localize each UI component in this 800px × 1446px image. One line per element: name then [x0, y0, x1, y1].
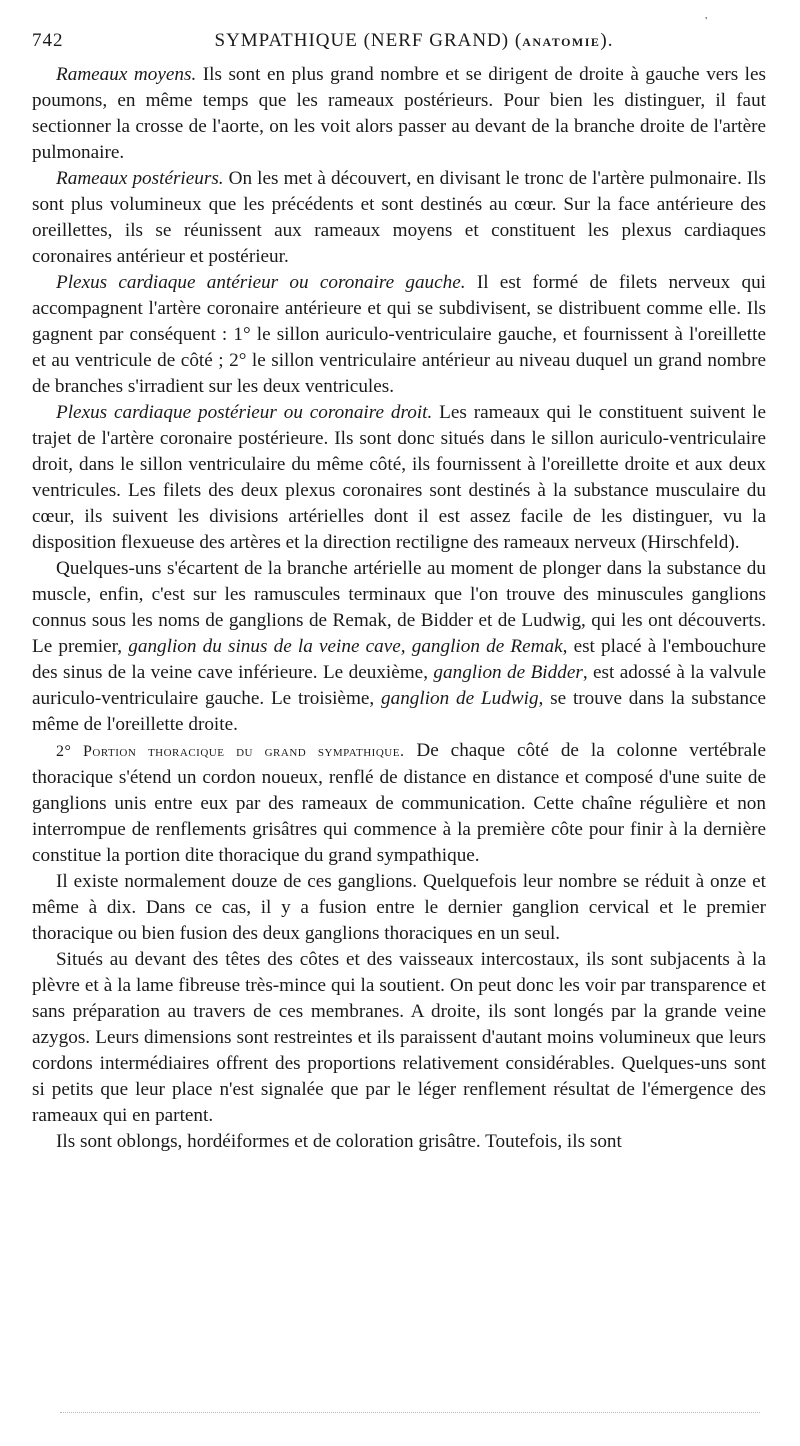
paragraph-plexus-posterieur [32, 400, 766, 556]
paragraph-forme-ganglions [32, 1129, 766, 1155]
paragraph-text: Quelques-uns s'écartent de la branche artérielle au moment de plonger dans la substance du muscle, enfin, c'est sur les ramuscules terminaux que l'on trouve des minuscules ganglions connus sous les noms de ganglions de Remak, de Bidder et de Ludwig, qui les ont découverts. Le premier, [32, 558, 766, 657]
paragraph-text: , se trouve dans la substance même de l'oreillette droite. [32, 688, 766, 735]
paragraph-text: Il est formé de filets nerveux qui accompagnent l'artère coronaire antérieure et qui se subdivisent, se distribuent comme elle. Ils gagnent par conséquent : 1° le sillon auriculo-ventriculaire gauche, et fournissent à l'oreillette et au ventricule de côté ; 2° le sillon ventriculaire antérieur au niveau duquel un grand nombre de branches s'irradient sur les deux ventricules. [32, 272, 767, 397]
paragraph-lead: Plexus cardiaque postérieur ou coronaire droit. [56, 402, 433, 423]
paragraph-text: Situés au devant des têtes des côtes et des vaisseaux intercostaux, ils sont subjacents à la plèvre et à la lame fibreuse très-mince qui la soutient. On peut donc les voir par transparence et sans préparation au travers de ces membranes. A droite, ils sont longés par la grande veine azygos. Leurs dimensions sont restreintes et ils paraissent d'autant moins volumineux que leurs cordons intermédiaires offrent des proportions relativement considérables. Quelques-uns sont si petits que leur place n'est signalée que par le léger renflement résultat de l'émergence des rameaux qui en partent. [32, 949, 766, 1126]
running-title-section: ANATOMIE [522, 35, 601, 49]
top-mark: ' [705, 16, 708, 27]
paragraph-lead: Rameaux moyens. [56, 64, 197, 85]
paragraph-plexus-anterieur [32, 270, 766, 400]
paragraph-text: Les rameaux qui le constituent suivent le trajet de l'artère coronaire postérieure. Ils sont donc situés dans le sillon auriculo-ventriculaire droit, dans le sillon ventriculaire du même côté, ils fournissent à l'oreillette droite et aux deux ventricules. Les filets des deux plexus coronaires sont destinés à la substance musculaire du cœur, ils suivent les divisions artérielles dont il est assez facile de les distinguer, vu la disposition flexueuse des artères et la direction rectiligne des rameaux nerveux (Hirschfeld). [32, 402, 767, 553]
paragraph-text: Ils sont en plus grand nombre et se dirigent de droite à gauche vers les poumons, en même temps que les rameaux postérieurs. Pour bien les distinguer, il faut sectionner la crosse de l'aorte, on les voit alors passer au devant de la branche droite de l'artère pulmonaire. [32, 64, 766, 163]
paragraph-text: De chaque côté de la colonne vertébrale thoracique s'étend un cordon noueux, renflé de distance en distance et composé d'une suite de ganglions unis entre eux par des rameaux de communication. Cette chaîne régulière et non interrompue de renflements grisâtres qui commence à la première côte pour finir à la dernière constitue la portion dite thoracique du grand sympathique. [32, 740, 766, 866]
italic-term: ganglion de Bidder [433, 662, 583, 683]
paragraph-text: On les met à découvert, en divisant le tronc de l'artère pulmonaire. Ils sont plus volumineux que les précédents et sont destinés au cœur. Sur la face antérieure des oreillettes, ils se réunissent aux rameaux moyens et constituent les plexus cardiaques coronaires antérieur et postérieur. [32, 168, 766, 267]
paragraph-portion-thoracique [32, 738, 766, 869]
section-heading: 2° Portion thoracique du grand sympathique. [56, 743, 405, 760]
paragraph-ganglions-cardiaques [32, 556, 766, 738]
running-header [32, 16, 766, 58]
running-title: SYMPATHIQUE (NERF GRAND) (ANATOMIE). [214, 30, 614, 51]
paragraph-text: Il existe normalement douze de ces ganglions. Quelquefois leur nombre se réduit à onze et même à dix. Dans ce cas, il y a fusion entre le dernier ganglion cervical et le premier thoracique ou bien fusion des deux ganglions thoraciques en un seul. [32, 871, 766, 944]
bottom-bleed-through [60, 1412, 760, 1413]
paragraph-rameaux-moyens [32, 62, 766, 166]
paragraph-nombre-ganglions [32, 869, 766, 947]
paragraph-text: Ils sont oblongs, hordéiformes et de coloration grisâtre. Toutefois, ils sont [56, 1131, 622, 1152]
paragraph-lead: Plexus cardiaque antérieur ou coronaire gauche. [56, 272, 466, 293]
paragraph-lead: Rameaux postérieurs. [56, 168, 224, 189]
page [32, 16, 767, 1155]
paragraph-situation-ganglions [32, 947, 766, 1129]
running-title-text: SYMPATHIQUE (NERF GRAND) [214, 30, 510, 51]
paragraph-text: , est adossé à la valvule auriculo-ventriculaire gauche. Le troisième, [32, 662, 766, 709]
italic-term: ganglion de Ludwig [381, 688, 539, 709]
page-number: 742 [32, 30, 64, 51]
italic-term: ganglion du sinus de la veine cave, ganglion de Remak [128, 636, 563, 657]
paragraph-text: , est placé à l'embouchure des sinus de la veine cave inférieure. Le deuxième, [32, 636, 766, 683]
paragraph-rameaux-posterieurs [32, 166, 766, 270]
